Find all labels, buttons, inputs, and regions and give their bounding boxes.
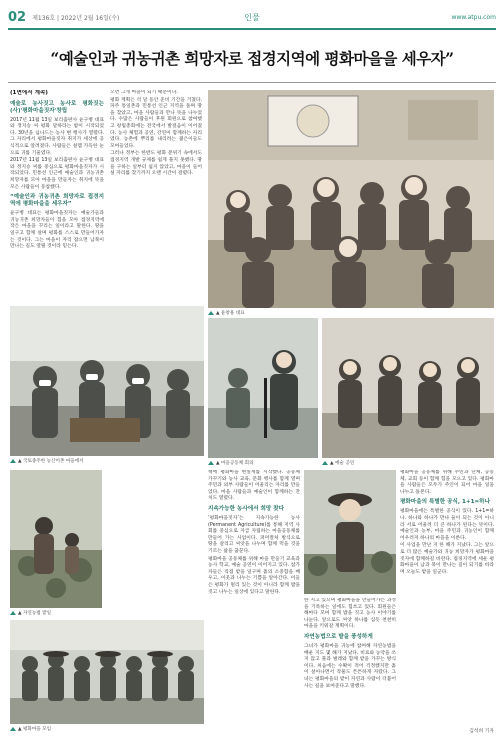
photo-caption: ▲ 예술 공연 xyxy=(322,460,354,466)
page-header xyxy=(8,8,496,26)
reporter-signature: 김석희 기자 xyxy=(469,729,494,734)
paragraph: 윤구병 대표는 평화마을짓자는 예술가들과 귀농귀촌 희망자들이 힘을 모아 접경지역에 작은 마을을 꾸리는 일이라고 말한다. 땅을 일구고 함께 살며 평화를 스스로 만들어가자는 것이다. 그는 마을이 자리 잡으면 남북이 만나는 길도 열릴 것이라 믿는다. xyxy=(10,211,104,250)
header-rule xyxy=(8,28,496,30)
article-column-3 xyxy=(208,470,300,732)
caption-marker-icon xyxy=(10,727,16,731)
page-number: 02 xyxy=(8,9,27,25)
subheading: 자연농법으로 밭을 풍성하게 xyxy=(304,633,373,640)
headline-rule xyxy=(8,82,496,83)
paragraph: 그러나 정부는 한반도 평화 분위기 속에서도 접경지역 개발 규제를 쉽게 풀지 못했다. 땅을 구하는 일부터 쉽지 않았고, 마을이 들어설 자리를 찾기까지 오랜 시간이 걸렸다. xyxy=(110,151,202,177)
paragraph: 그녀가 평화마을 귀농에 참여해 자연농법을 배운 지도 몇 해가 지났다. 비료와 농약을 쓰지 않고 풀과 벌레와 함께 밭을 가꾸는 방식이다. 처음에는 수확이 적어 걱정했지만 흙이 살아나면서 작물도 튼튼하게 자랐다. 그녀는 평화마을의 밭이 자연과 사람이 더불어 사는 길을 보여준다고 말했다. xyxy=(304,643,396,689)
photo-caption: ▲ 평화마을 모임 xyxy=(10,726,51,732)
outdoor-group-photo xyxy=(10,306,204,456)
paragraph: 오면 그게 마을이 되기 때문이다. xyxy=(110,90,178,95)
paragraph: ‘평화마을짓자’는 지속가능한 농사 (Permanent Agriculture)를 통해 지역 사회를 중심으로 자급 자립하는 마을공동체를 만들어 가는 사업이다. 퍼머컬처 방식으로 땅을 살리고 씨앗을 나누며 함께 먹을 것을 기르는 삶을 꿈꾼다. xyxy=(208,515,300,554)
caption-marker-icon xyxy=(10,459,16,463)
caption-marker-icon xyxy=(208,461,214,465)
paragraph: 평화마을 공동체를 위해 마을 만들기 교육과 농사 학교, 예술 공연이 이어지고 있다. 참가자들은 직접 밭을 일구며 흙의 소중함을 배우고, 이웃과 나누는 기쁨을 알아간다. 이들은 평화가 멀리 있는 것이 아니라 함께 밥을 짓고 나누는 일상에 있다고 말한다. xyxy=(208,556,300,595)
speaker-photo xyxy=(208,318,318,458)
headline: “예술인과 귀농귀촌 희망자로 접경지역에 평화마을을 세우자” xyxy=(50,49,454,68)
paragraph: 한 지고 있으며 평화마을을 만들어가는 과정을 기록하는 일에도 힘쓰고 있다. 회원들은 해마다 모여 함께 밥을 짓고 농사 이야기를 나눈다. 앞으로도 씨앗 하나를 심듯 천천히 마을을 키워갈 계획이다. xyxy=(304,598,396,630)
farmer-portrait-photo xyxy=(304,470,396,594)
community-group-photo xyxy=(10,620,204,724)
article-column-4 xyxy=(304,598,396,732)
subheading: 지속가능한 농사에서 희망 찾다 xyxy=(208,505,285,512)
article-column-1 xyxy=(10,90,104,300)
performance-photo xyxy=(322,318,494,458)
photo-caption: ▲ 자연농법 밭일 xyxy=(10,610,51,616)
caption-marker-icon xyxy=(10,611,16,615)
photo-caption: ▲ 윤창용 대표 xyxy=(208,310,245,316)
section-label: 인물 xyxy=(244,12,260,22)
byline: (1면에서 계속) xyxy=(10,90,48,96)
subheading: “예술인과 귀농귀촌 희망자로 접경지역에 평화마을을 세우자” xyxy=(10,194,104,208)
caption-marker-icon xyxy=(208,311,214,315)
paragraph: 평화 계획은 석 달 동안 준비 기간을 거쳤다. 파주 통일촌과 민통선 인근 지역을 돌며 땅을 찾았고, 마을 사람들과 만나 뜻을 나누었다. 수많은 사람들이 후원 회원으로 참여했고 창립총회에는 전국에서 발걸음이 이어졌다. 농사 체험과 공연, 강연이 함께하는 자리였다. 농촌에 뿌리를 내리려는 젊은이들도 모여들었다. xyxy=(110,97,202,149)
paragraph: 책에 평화마을 현실계를 시작했다. 공동체 가꾸기와 농사 교육, 문화 행사를 함께 열며 주민과 외부 사람들이 어울리는 자리를 만들었다. 마을 사람들과 예술인이 함께하는 잔치도 열렸다. xyxy=(208,470,300,502)
subheading: 예술로 농사짓고 농사로 평화짓는 (사)'평화마을짓자'창립 xyxy=(10,100,104,114)
paragraph: 2017년 11월 13일 보리출판사 윤구병 대표와 정지승 씨를 중심으로 평화마을짓자가 시작되었다. 민통선 인근에 예술인과 귀농귀촌 희망자를 모아 마을을 만들자는 취지에 뜻을 모은 사람들이 동참했다. xyxy=(10,158,104,190)
group-meeting-photo xyxy=(208,90,494,308)
website-url[interactable]: www.atpu.com xyxy=(451,13,496,21)
caption-marker-icon xyxy=(322,461,328,465)
issue-info: 제136호 | 2022년 2월 16일(수) xyxy=(32,14,120,22)
garden-photo xyxy=(10,470,102,608)
paragraph: 평화마을에는 특별한 공식이 있다. 1+1=하나. 하나와 하나가 만나 둘이 되는 것이 아니라 서로 어울려 더 큰 하나가 된다는 뜻이다. 예술인과 농부, 마을 주민과 귀농인이 함께 어우러져 하나의 마을을 이룬다. xyxy=(400,509,494,541)
subheading: 평화마을의 특별한 공식, 1+1=하나 xyxy=(400,499,490,506)
photo-caption: ▲ 마을공동체 회의 xyxy=(208,460,254,466)
paragraph: 이 사업을 만난 지 한 해가 지났다. 그는 앞으로 더 많은 예술가와 귀농 희망자가 평화마을짓자에 함께하길 바란다. 접경지역에 세운 평화마을이 남과 북이 만나는 길이 되기를 바라며 오늘도 밭을 일군다. xyxy=(400,543,494,575)
paragraph: 2017년 11월 13일 보리출판사 윤구병 대표와 정지승 씨 평화 달하라는 밤이 시작되었다. 30년을 넘나드는 농사 변 행사가 열렸다. 그 자리에서 평화마을짓자 취지가 세상에 공식적으로 알려졌다. 사람들은 설렘 가득한 눈으로 귀를 기울였다. xyxy=(10,117,104,156)
paragraph: 평화마을 공동체를 위해 주민과 단체, 공동체, 교회 등이 함께 힘을 모으고 있다. 평화마을 사람들은 모두가 주인이 되어 마을 일을 나누고 돌본다. xyxy=(400,470,494,495)
article-column-5 xyxy=(400,470,494,722)
article-column-2 xyxy=(110,90,202,314)
photo-caption: ▲ 국토종주한 농산어촌 마을에서 xyxy=(10,458,84,464)
